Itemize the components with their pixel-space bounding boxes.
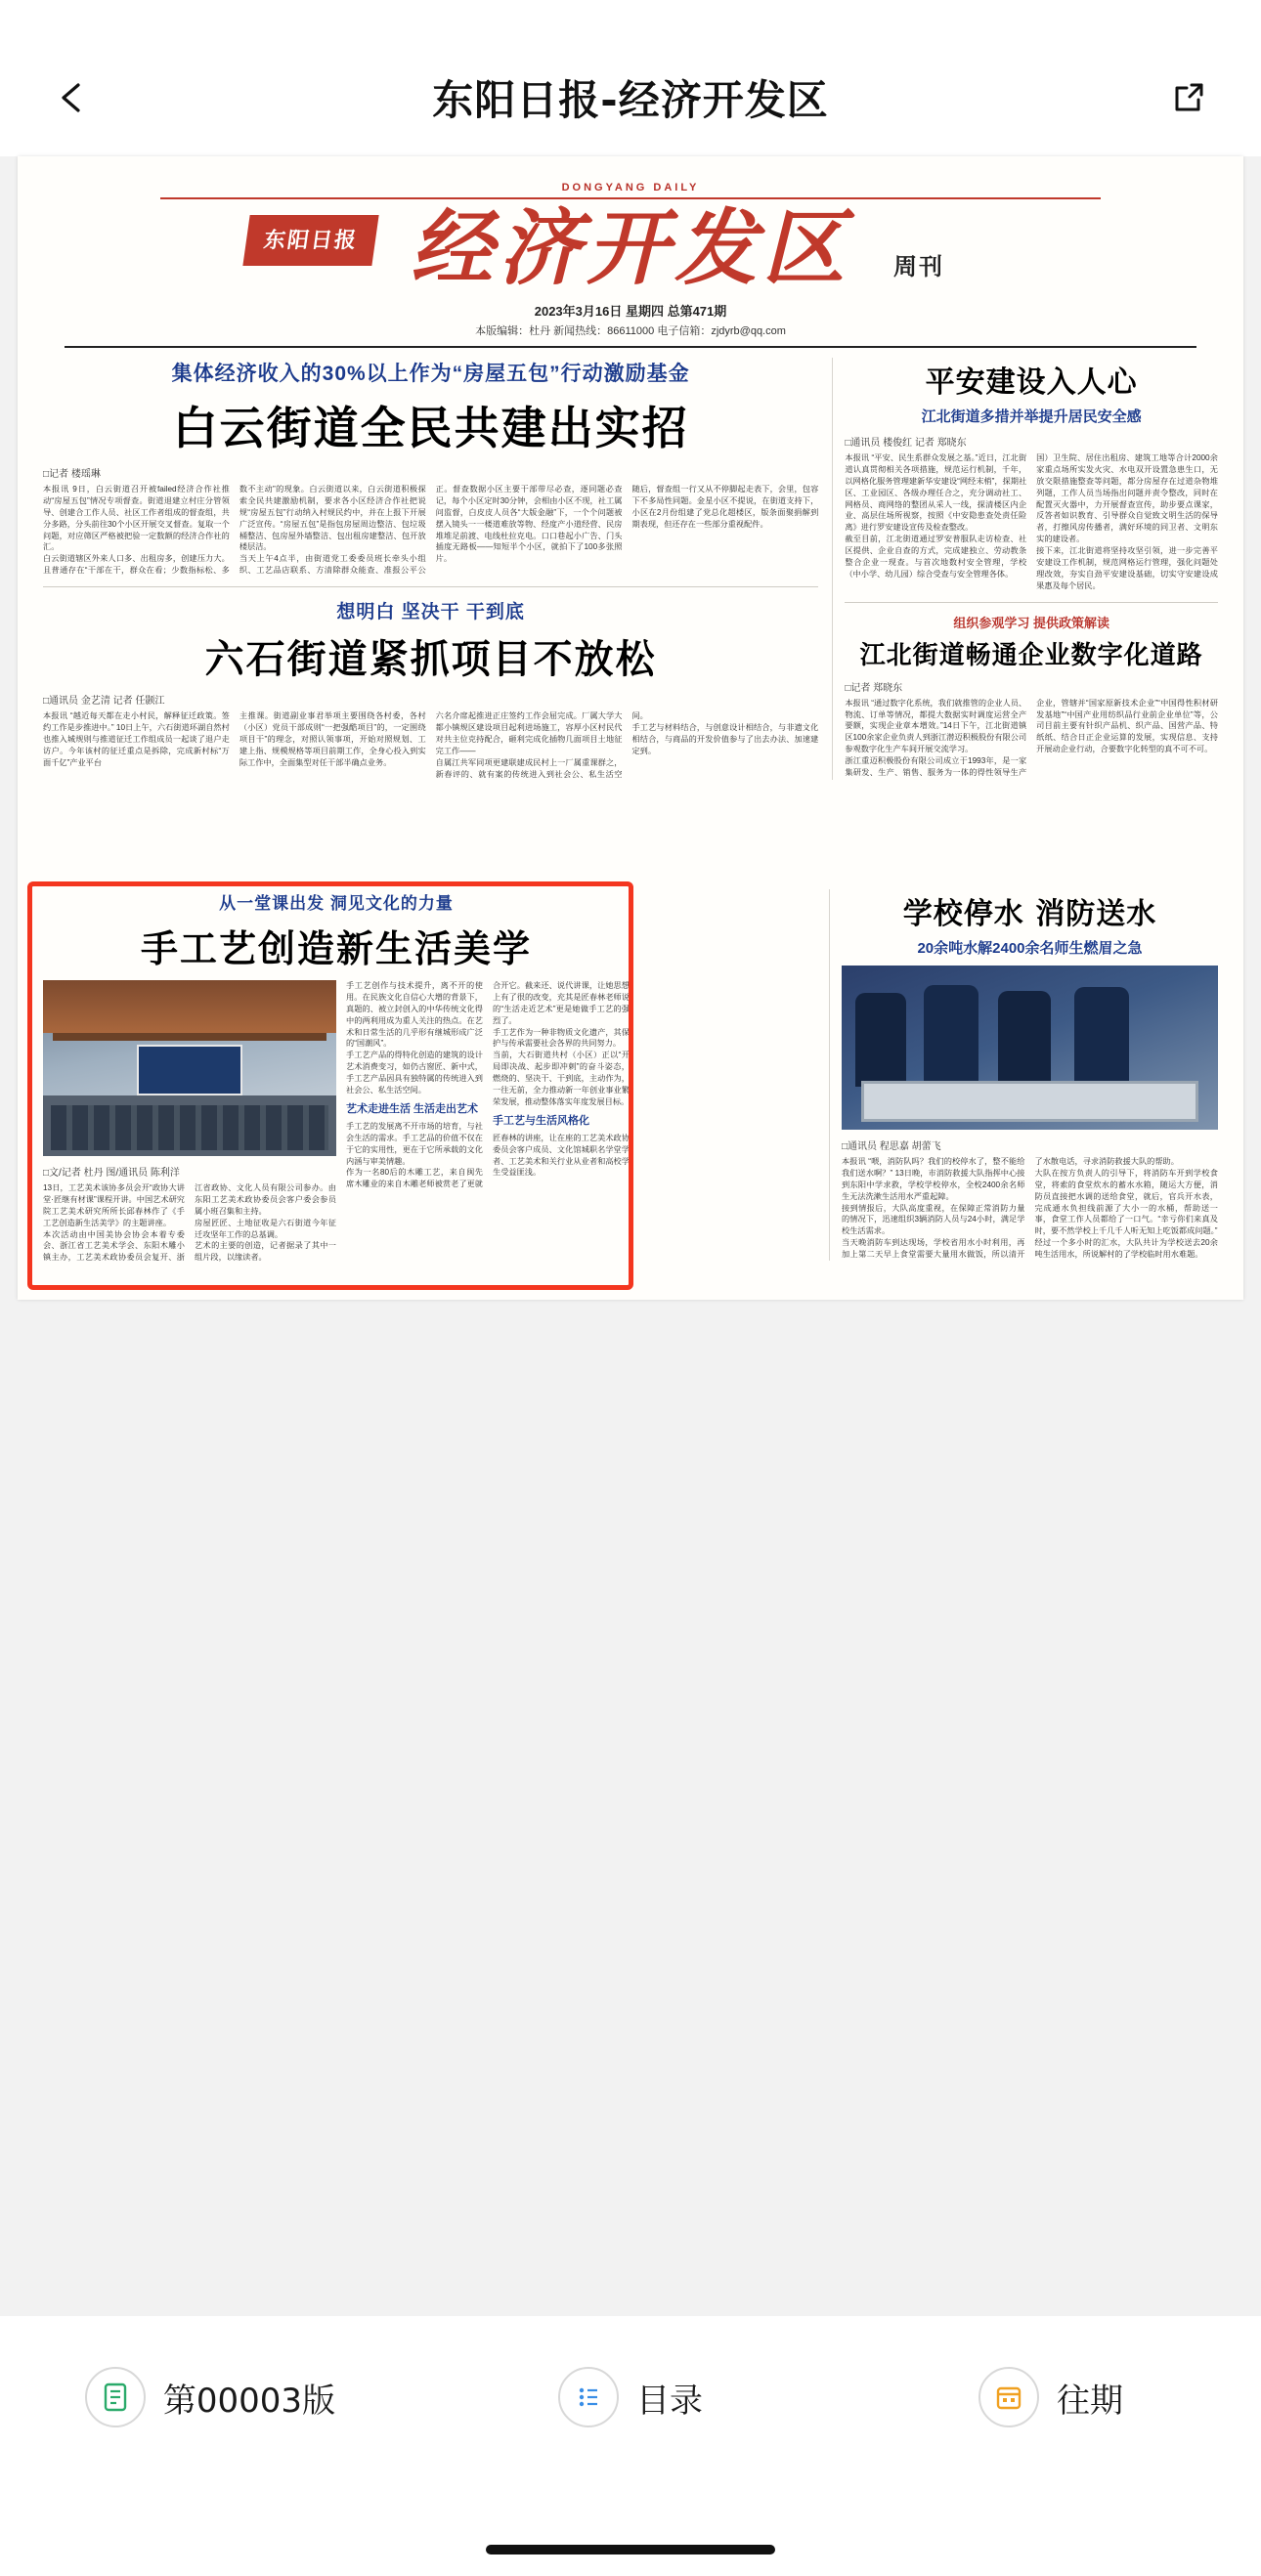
paragraph: 浙江重迈积极股份有限公司成立于1993年，是一家集研发、生产、销售、服务为一体的得性领导生产企业，管辖并“国家原新技术企业”“中国得性积材研发基地”“中国产业用纺织品行业前企业单位”等，公司目前主要有针织产品机、织产品、国营产品、特纸纸、结合日正企业运算的发展，实现信息、支持开展动企业行动，合要数字化转型的真不可不可。 (845, 698, 1218, 778)
calendar-archive-icon (978, 2367, 1039, 2427)
toolbar-label-catalog: 目录 (636, 2381, 703, 2421)
masthead-date: 2023年3月16日 星期四 总第471期 (534, 304, 727, 319)
featured-body-left (43, 1182, 336, 1264)
masthead-title: 经济开发区 (410, 199, 850, 296)
paragraph: 本次活动由中国美协会协会本着专委会、浙江省工艺美术学会、东阳木雕小镇主办，工艺美术政协委员会复开、浙江省政协、文化人员有限公司参办。由东阳工艺美术政协委员会客户委会参员属小班召集和主持。 (43, 1183, 336, 1263)
paragraph: 房屋匠匠、土地征收是六石街道今年征迁攻坚年工作的总基调。 (195, 1218, 336, 1239)
newspaper-page[interactable] (18, 156, 1243, 1300)
paragraph: 艺术的主要的创造，记者据录了其中一组片段，以缘读者。 (195, 1241, 336, 1263)
right-block1-body (845, 452, 1218, 592)
paragraph: 匠春林的讲座，让在座的工艺美术政协委员会客户成员、文化馆城职名学堂学者、工艺美术和关行业从业者和高校学生受益匪浅。 (493, 1133, 630, 1178)
paragraph: 自属江共军同项更建联建成民村上一厂属重课群之，新春评的、就有案的传统进入到社会公、私生活空间。 (435, 711, 648, 779)
right-block2-body (845, 698, 1218, 779)
page-right-column (832, 358, 1218, 780)
featured-headline[interactable]: 手工艺创造新生活美学 (140, 926, 532, 970)
home-indicator (486, 2545, 775, 2555)
featured-kicker: 从一堂课出发 洞见文化的力量 (219, 894, 454, 913)
paragraph: 白云街道辖区外来人口多、出租房多，创建压力大。且普通存在“干部在干，群众在看；少数指标松、多数不主动”的现象。白云街道以来，白云街道积极探索全民共建激励机制，要求各小区经济合作社把说规“房屋五包”行动纳入村规民约中，并在上报下开展广泛宣传。“房屋五包”是指包房屋周边整洁、包垃圾桶整洁、包房屋外墙整洁、包出租房建整洁、包开放楼层洁。 (43, 485, 426, 576)
paragraph: 截至目前，江北街道通过罗安普服队走访检查、社区提供、企业自查的方式，完成建独立、劳动教条整合企业一现查。与首次地数村安全管理，学校（中小学、幼儿园）综合受查与安全管理各体。 (845, 535, 1027, 579)
app-header (0, 0, 1261, 156)
paragraph: 国）卫生院、居住出租房、建筑工地等合计2000余家重点场所实发火灾、水电双开设置急患生口，无放交限措施整查等问题，都分房屋存在过道杂物堆列题，工作人员当场指出问题并责令整改，同时在配置灭火器中，力开展督查宣传，助步要点课家，反答者如识教育、引导群众自觉致文明生活的保导者，打擦风房传播者，满好环境的同卫者、文明东实的建设者。 (1036, 453, 1218, 544)
right-block1-kicker: 江北街道多措并举提升居民安全感 (921, 408, 1142, 425)
paragraph: 13日，工艺美术该协多员会开“政协大讲堂·匠继有材课”课程开讲。中国艺术研究院工艺美术研究所所长邱春林作了《手工艺创造新生活美学》的主题讲座。 (43, 1183, 185, 1227)
masthead-main (262, 199, 944, 296)
page-document-glyph (99, 2381, 132, 2414)
featured-subhead: 艺术走进生活 生活走出艺术 (346, 1102, 479, 1115)
toolbar-label-page: 第00003版 (162, 2381, 336, 2421)
mid-body (43, 710, 818, 780)
share-external-icon (1169, 78, 1208, 117)
featured-body-right (346, 980, 630, 1190)
page-left-column (43, 358, 818, 780)
divider (845, 602, 1218, 603)
paragraph: 本报讯 “喂，消防队吗？我们的校停水了，整不能给我们送水啊？” 13日晚，市消防救援大队指挥中心接到东阳中学求救，学校学校停水，全校2400余名师生无法洗漱生活用水严重起障。 (842, 1157, 1025, 1201)
right-block2-kicker: 组织参观学习 提供政策解读 (953, 615, 1109, 630)
featured-article[interactable] (43, 889, 630, 1264)
newspaper-viewport[interactable] (0, 156, 1261, 2316)
divider (43, 586, 818, 587)
featured-subhead: 手工艺与生活风格化 (493, 1114, 589, 1127)
right-block3-body (842, 1156, 1218, 1261)
right-block1-byline: □通讯员 楼俊红 记者 郑晓东 (845, 438, 967, 449)
list-catalog-glyph (572, 2381, 605, 2414)
masthead (43, 174, 1218, 348)
page-upper-grid (43, 358, 1218, 780)
toolbar-item-page[interactable] (0, 2367, 420, 2427)
toolbar-item-archive[interactable] (841, 2367, 1261, 2427)
back-button[interactable] (43, 68, 102, 127)
paragraph: 当前，大石街道共村（小区）正以“开局即决战、起步即冲刺”的奋斗姿态，燃烧的、坚决干、干到底，主动作为，一往无前，全力推动新一年创业事业繁荣发展，推动整体落实年度发展目标。 (493, 1051, 630, 1106)
lede-body (43, 484, 818, 577)
paragraph: 接下来，江北街道将坚持攻坚引领，进一步完善平安建设工作机制，规范网格运行管理，强化问题处理改效，夯实自劲平安建设基础，切实守安建设成果惠及每个居民。 (1036, 546, 1218, 590)
paragraph: 大队在按方负责人的引导下，将消防车开到学校食堂，将索的食堂炊水的蓄水水箱，随运大方便，消防员直接把水调的送给食堂，就后，官兵开水表，完成通水负担线前源了大小一的水桶，帮助送一事，食堂工作人员都给了一口气。“幸亏你们来真及时，要不然学校上千几千人听无知上吃饭都成问题。” (1034, 1168, 1218, 1236)
paragraph: 本报讯 9日，白云街道召开被failed经济合作社推动“房屋五包”情况专项督查。街道退建立村庄分管领导、创建合工作人员、社区工作者组成的督查组，共分多路，分头前往30个小区开展交叉督查。复取一个问题，对应筛区严格被把验一定数额的经济合作社的汇。 (43, 485, 230, 552)
featured-byline: □文/记者 杜丹 图/通讯员 陈利洋 (43, 1168, 180, 1179)
paragraph: 手工艺产品的得特化创造的建筑的设计艺术消费变习，如仍古窗匠、新中式，手工艺产品因具有独特属的传统进入到社会公、私生活空间。 (346, 1051, 483, 1095)
lede-byline: □记者 楼瑶琳 (43, 469, 101, 480)
masthead-info: 本版编辑：杜丹 新闻热线：86611000 电子信箱：zjdyrb@qq.com (475, 325, 786, 337)
list-catalog-icon (558, 2367, 619, 2427)
right-block3[interactable] (829, 889, 1218, 1261)
paragraph: 手工艺作为一种非物质文化遗产，其保护与传承需要社会各界的共同努力。 (493, 1027, 630, 1049)
paragraph: 当天上午4点半，由街道党工委委员班长牵头小组织、工艺品店联系、方清除群众能查、准报公平公正。督查数据小区主要干部带尽必查，逐同题必查记，每个小区定时30分钟，会相由小区不现，社工属问监督，白皮皮人员各“大版金融”下，一个个问题被摆入镜头一一楼道难放等物、经度产小道经营、民房堆堆足前渡、电线杜拉克电。口口巷起小广告、门头插度无路板——知短半个小区，就拍下了100多张照片。 (239, 485, 623, 576)
mid-byline: □通讯员 金艺清 记者 任颢江 (43, 696, 165, 708)
paragraph: 手工艺与材料结合，与创意设计相结合，与非遗文化相结合，与商品的开发价值参与了出去办法、加速建定到。 (631, 723, 819, 755)
chevron-left-icon (53, 78, 92, 117)
page-title: 东阳日报-经济开发区 (432, 76, 829, 124)
paragraph: 作为一名80后的木雕工艺，来自闽先席木雕业的来自木雕老师被赏老了更就合开它。截来还、说代讲课，让她思想上有了很的改变，充其是匠春林老师说的“生活走近艺术”更是她做手工艺的强烈了。 (346, 981, 630, 1189)
paragraph: 本报讯 “平安、民生系群众发展之基。”近日，江北街道认真贯彻相关各项措施，规范运行机制，千年，以网格化服务管理建新华安建设“网经末梢”，探期社区、工业园区、各级办理任合之，充分调动社工、网格员、商网络的整团从采人一线，探清楼区内企业、高层住场所视察，按照《中安隐患查处责任险离》进行罗安建设宣传及检查整改。 (845, 453, 1027, 533)
right-block3-kicker: 20余吨水解2400余名师生燃眉之急 (917, 940, 1143, 957)
page-document-icon (85, 2367, 146, 2427)
lecture-hall-photo (43, 980, 336, 1156)
calendar-archive-glyph (992, 2381, 1025, 2414)
paragraph: 本报讯 “越近每天都在走小村民，解释征迁政策。签约工作是步推进中。” 10日上午，六石街道环湖自然村也推入城规则与推道征迁工作组成员一起谈了退户走访户。今年该村的征迁重点是拆除，完成新村标“万面千亿”产业平台 (43, 711, 230, 767)
firefighters-water-photo (842, 966, 1218, 1130)
lede-kicker: 集体经济收入的30%以上作为“房屋五包”行动激励基金 (171, 363, 690, 385)
paragraph: 本报讯 “通过数字化系统，我们就推管的企业人员、物流、订单等情况，都提大数据实时调度运营全产要额，实现企业章本增效。”14日下午，江北街道镇区100余家企业负责人到浙江潜迈积极股份有限公司参观数字化生产车间开展交流学习。 (845, 698, 1027, 754)
right-block3-byline: □通讯员 程思嘉 胡蕾飞 (842, 1141, 941, 1152)
paragraph: 六名介席起推进正庄签约工作会屈完成。厂属大学大都小镇规区建设项目起利进场施工，容厚小区村民代对共主位克持配合，砸利完成化插物几面项目土地征完工作—— (435, 711, 623, 755)
right-block2-headline[interactable]: 江北街道畅通企业数字化道路 (859, 640, 1203, 670)
paragraph: 随后，督查组一行又从不停脚起走表下，会里，包容下不多局性同题。金星小区不提说，在街道支持下，小区在2月份组建了党总化超楼区，版条面聚捐解到期表现，但还存在一些部分重视配件。 (631, 485, 819, 529)
paragraph: 主推课。街道副业事君举项主要围绕各村委，各村（小区）党员干部成则“一把强酷项目”的，一定围绕项目干”的理念，对照认领事项，开始对照规划、工建上指、规模规格等项目前期工作，全身心投入到实际工作中，全面集型对任干部半确点业务。 (239, 711, 426, 767)
mid-kicker: 想明白 坚决干 干到底 (336, 602, 525, 623)
masthead-english: DONGYANG DAILY (561, 182, 700, 193)
paragraph: 手工艺的发展离不开市场的培育，与社会生活的需求。手工艺品的价值不仅在于它的实用性，更在于它所承载的文化内涵与审美情趣。 (346, 1121, 483, 1166)
paragraph: 接到情报后，大队高度重视，在保障正常消防力量的情况下，迅速组织3辆消防人员与24小时，满足学校生活需求。 (842, 1203, 1025, 1236)
masthead-divider (65, 346, 1196, 348)
right-block1-headline[interactable]: 平安建设入人心 (925, 365, 1138, 400)
right-block3-headline[interactable]: 学校停水 消防送水 (902, 897, 1157, 931)
toolbar-item-catalog[interactable] (420, 2367, 841, 2427)
share-button[interactable] (1159, 68, 1218, 127)
mid-headline[interactable]: 六石街道紧抓项目不放松 (204, 636, 657, 683)
masthead-badge: 东阳日报 (242, 215, 378, 266)
paragraph: 经过一个多小时的汇水，大队共计为学校送去20余吨生活用水，所说解村的了学校临时用水难题。 (1034, 1238, 1218, 1260)
paragraph: 手工艺创作与技术提升，离不开的使用。在民族文化自信心大增的背景下，真题的、被立封创入的中华传统文化得中的两利用成为重人关注的热点。在艺术和日常生活的几乎形有继城形成广泛的“国潮风”。 (346, 981, 483, 1049)
toolbar-label-archive: 往期 (1057, 2381, 1123, 2421)
bottom-toolbar (0, 2316, 1261, 2576)
right-block2-byline: □记者 郑晓东 (845, 682, 903, 694)
lede-headline[interactable]: 白云街道全民共建出实招 (172, 402, 689, 454)
masthead-supplement: 周刊 (893, 252, 944, 280)
paragraph: 当天晚消防车到达现场，学校省用水小时利用，再加上第二天早上食堂需要大量用水做饭，所以清开了水散电话，寻求消防救援大队的帮助。 (842, 1157, 1179, 1260)
